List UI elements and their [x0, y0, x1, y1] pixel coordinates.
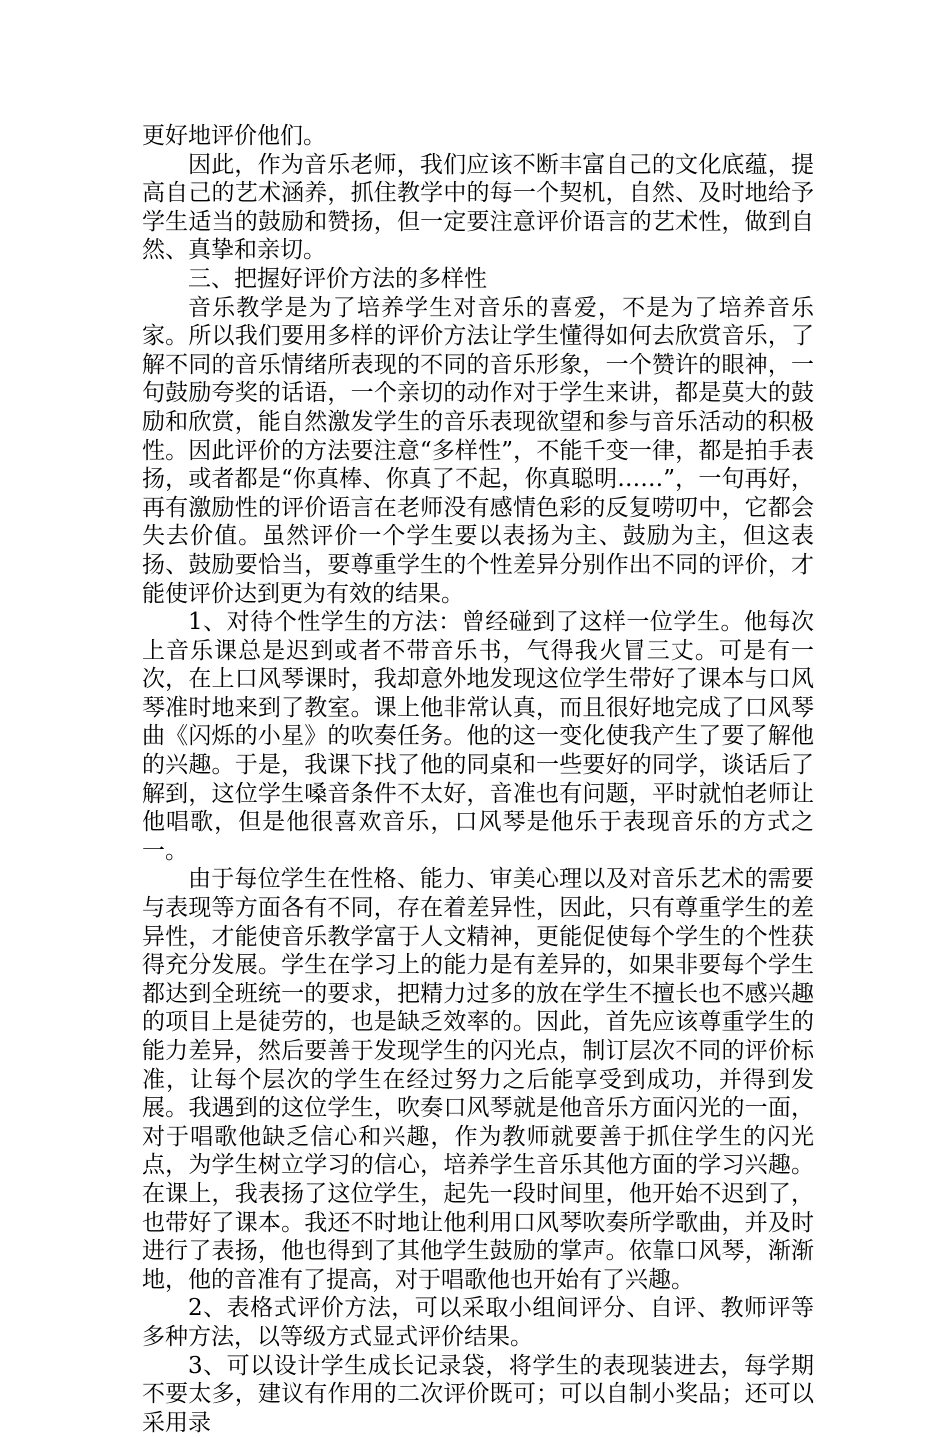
paragraph-4: 1、对待个性学生的方法：曾经碰到了这样一位学生。他每次上音乐课总是迟到或者不带音乐书，气得我火冒三丈。可是有一次，在上口风琴课时，我却意外地发现这位学生带好了课本与口风琴准时地来到了教室。课上他非常认真，而且很好地完成了口风琴曲《闪烁的小星》的吹奏任务。他的这一变化使我产生了要了解他的兴趣。于是，我课下找了他的同桌和一些要好的同学，谈话后了解到，这位学生嗓音条件不太好，音准也有问题，平时就怕老师让他唱歌，但是他很喜欢音乐，口风琴是他乐于表现音乐的方式之一。 — [142, 609, 814, 864]
paragraph-1: 更好地评价他们。 — [142, 123, 326, 149]
paragraph-7: 3、可以设计学生成长记录袋，将学生的表现装进去，每学期不要太多，建议有作用的二次评价既可；可以自制小奖品；还可以采用录 — [142, 1352, 814, 1436]
section-heading: 三、把握好评价方法的多样性 — [188, 265, 487, 292]
document-page — [142, 122, 814, 1437]
paragraph-3: 音乐教学是为了培养学生对音乐的喜爱，不是为了培养音乐家。所以我们要用多样的评价方法让学生懂得如何去欣赏音乐，了解不同的音乐情绪所表现的不同的音乐形象，一个赞许的眼神，一句鼓励夸奖的话语，一个亲切的动作对于学生来讲，都是莫大的鼓励和欣赏，能自然激发学生的音乐表现欲望和参与音乐活动的积极性。因此评价的方法要注意“多样性”，不能千变一律，都是拍手表扬，或者都是“你真棒、你真了不起，你真聪明……”，一句再好，再有激励性的评价语言在老师没有感情色彩的反复唠叨中，它都会失去价值。虽然评价一个学生要以表扬为主、鼓励为主，但这表扬、鼓励要恰当，要尊重学生的个性差异分别作出不同的评价，才能使评价达到更为有效的结果。 — [142, 294, 814, 607]
paragraph-2: 因此，作为音乐老师，我们应该不断丰富自己的文化底蕴，提高自己的艺术涵养，抓住教学中的每一个契机，自然、及时地给予学生适当的鼓励和赞扬，但一定要注意评价语言的艺术性，做到自然、真挚和亲切。 — [142, 151, 814, 264]
paragraph-6: 2、表格式评价方法，可以采取小组间评分、自评、教师评等多种方法，以等级方式显式评价结果。 — [142, 1295, 814, 1350]
paragraph-5: 由于每位学生在性格、能力、审美心理以及对音乐艺术的需要与表现等方面各有不同，存在着差异性，因此，只有尊重学生的差异性，才能使音乐教学富于人文精神，更能促使每个学生的个性获得充分发展。学生在学习上的能力是有差异的，如果非要每个学生都达到全班统一的要求，把精力过多的放在学生不擅长也不感兴趣的项目上是徒劳的，也是缺乏效率的。因此，首先应该尊重学生的能力差异，然后要善于发现学生的闪光点，制订层次不同的评价标准，让每个层次的学生在经过努力之后能享受到成功，并得到发展。我遇到的这位学生，吹奏口风琴就是他音乐方面闪光的一面，对于唱歌他缺乏信心和兴趣，作为教师就要善于抓住学生的闪光点，为学生树立学习的信心，培养学生音乐其他方面的学习兴趣。在课上，我表扬了这位学生，起先一段时间里，他开始不迟到了，也带好了课本。我还不时地让他利用口风琴吹奏所学歌曲，并及时进行了表扬，他也得到了其他学生鼓励的掌声。依靠口风琴，渐渐地，他的音准有了提高，对于唱歌他也开始有了兴趣。 — [142, 866, 814, 1293]
